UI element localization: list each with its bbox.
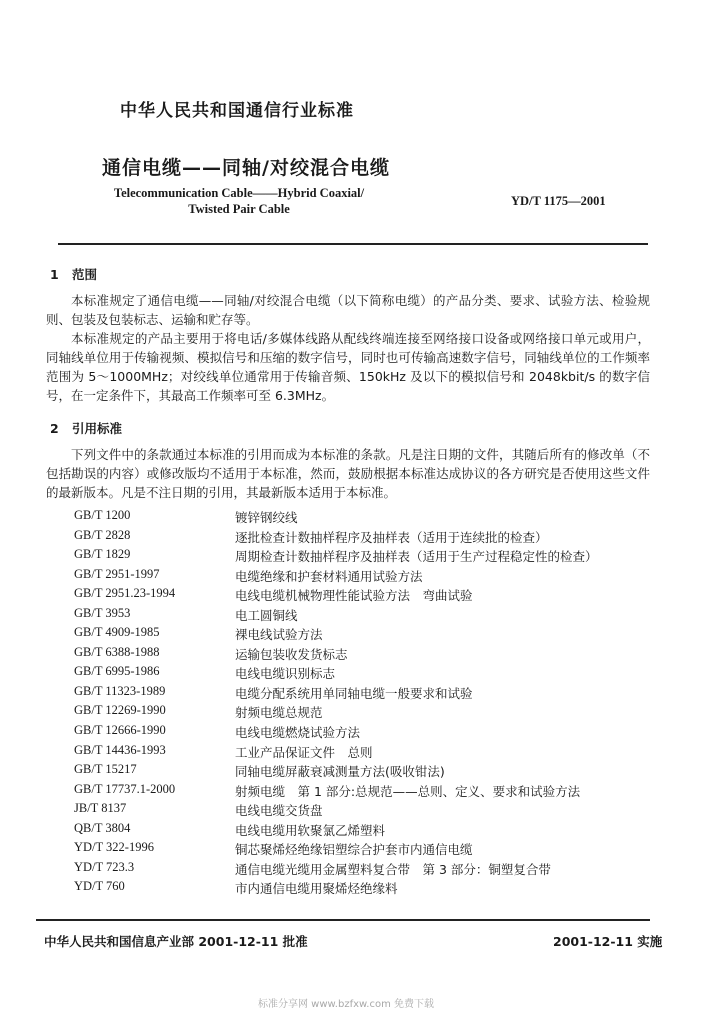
reference-item [74,801,598,821]
reference-name: 电线电缆交货盘 [235,803,323,819]
section-2-number: 2 [50,421,59,436]
reference-item [74,625,598,645]
reference-name: 电缆分配系统用单同轴电缆一般要求和试验 [235,685,473,701]
reference-name: 镀锌钢绞线 [235,510,298,525]
section-1-title: 范围 [72,267,98,282]
reference-code: YD/T 723.3 [74,859,135,874]
reference-code: GB/T 6388-1988 [74,644,160,659]
reference-code: GB/T 3953 [74,605,131,620]
reference-name: 电线电缆识别标志 [235,666,336,682]
reference-code: GB/T 11323-1989 [74,683,166,698]
watermark: 标准分享网 www.bzfxw.com 免费下载 [258,999,434,1010]
reference-item [74,645,598,665]
reference-code: GB/T 6995-1986 [74,664,160,679]
document-title-cn: 通信电缆——同轴/对绞混合电缆 [102,157,390,179]
reference-item [74,586,598,606]
reference-item [74,508,598,528]
reference-name: 铜芯聚烯烃绝缘铝塑综合护套市内通信电缆 [235,842,473,858]
reference-code: GB/T 15217 [74,762,137,777]
reference-code: GB/T 2951-1997 [74,566,160,581]
reference-name: 电线电缆机械物理性能试验方法 弯曲试验 [235,588,473,604]
reference-name: 电缆绝缘和护套材料通用试验方法 [235,568,423,584]
reference-code: GB/T 1200 [74,508,131,522]
reference-name: 电线电缆燃烧试验方法 [235,725,361,741]
reference-item [74,703,598,723]
reference-name: 周期检查计数抽样程序及抽样表（适用于生产过程稳定性的检查） [235,549,598,565]
section-2-title: 引用标准 [72,421,123,436]
reference-name: 运输包装收发货标志 [235,646,348,662]
section-2-paragraph: 下列文件中的条款通过本标准的引用而成为本标准的条款。凡是注日期的文件，其随后所有的修改单（不包括勘误的内容）或修改版均不适用于本标准，然而，鼓励根据本标准达成协议的各方研究是否使用这些文件的最新版本。凡是不注日期的引用，其最新版本适用于本标准。 [46,447,650,500]
standard-code: YD/T 1175—2001 [511,194,606,208]
reference-code: GB/T 4909-1985 [74,625,160,640]
reference-code: JB/T 8137 [74,801,127,816]
reference-item [74,547,598,567]
section-1-heading [50,265,97,283]
reference-code: GB/T 12666-1990 [74,723,166,738]
reference-code: GB/T 2951.23-1994 [74,586,176,601]
reference-name: 市内通信电缆用聚烯烃绝缘料 [235,881,398,897]
section-1-paragraph-1: 本标准规定了通信电缆——同轴/对绞混合电缆（以下简称电缆）的产品分类、要求、试验方法、检验规则、包装及包装标志、运输和贮存等。 [46,293,650,327]
implementation-date: 2001-12-11 实施 [553,934,663,949]
reference-code: GB/T 1829 [74,547,131,562]
reference-name: 射频电缆总规范 [235,705,323,721]
reference-name: 射频电缆 第 1 部分:总规范——总则、定义、要求和试验方法 [235,783,581,799]
reference-name: 电线电缆用软聚氯乙烯塑料 [235,822,386,838]
reference-item [74,606,598,626]
reference-code: YD/T 322-1996 [74,840,154,855]
reference-name: 电工圆铜线 [235,607,298,623]
reference-item [74,664,598,684]
reference-name: 同轴电缆屏蔽衰减测量方法(吸收钳法) [235,764,445,780]
reference-item [74,860,598,880]
industry-standard-heading: 中华人民共和国通信行业标准 [120,101,354,121]
header-divider [58,243,648,245]
issuer-approval: 中华人民共和国信息产业部 2001-12-11 批准 [44,934,308,949]
document-title-en: Telecommunication Cable——Hybrid Coaxial/ Twisted Pair Cable [113,186,365,216]
section-2-heading [50,419,122,437]
reference-list [74,508,598,899]
reference-name: 工业产品保证文件 总则 [235,744,373,760]
reference-name: 逐批检查计数抽样程序及抽样表（适用于连续批的检查） [235,529,548,545]
reference-code: GB/T 2828 [74,527,131,542]
reference-item [74,840,598,860]
footer-divider [36,919,650,921]
reference-code: GB/T 14436-1993 [74,742,166,757]
reference-item [74,567,598,587]
reference-name: 裸电线试验方法 [235,627,323,643]
reference-name: 通信电缆光缆用金属塑料复合带 第 3 部分：铜塑复合带 [235,861,551,877]
reference-item [74,743,598,763]
reference-item [74,782,598,802]
reference-code: QB/T 3804 [74,820,131,835]
section-1-number: 1 [50,267,59,282]
reference-code: YD/T 760 [74,879,125,894]
reference-item [74,723,598,743]
reference-item [74,684,598,704]
reference-item [74,528,598,548]
reference-code: GB/T 17737.1-2000 [74,781,176,796]
reference-code: GB/T 12269-1990 [74,703,166,718]
section-1-paragraph-2: 本标准规定的产品主要用于将电话/多媒体线路从配线终端连接至网络接口设备或网络接口单元或用户，同轴线单位用于传输视频、模拟信号和压缩的数字信号，同时也可传输高速数字信号，同轴线单位的工作频率范围为 5～1000MHz；对绞线单位通常用于传输音频、150kHz 及以下的模拟信号和 2048kbit/s 的数字信号，在一定条件下，其最高工作频率可至 6.3MHz。 [46,331,650,403]
reference-item [74,879,598,899]
reference-item [74,762,598,782]
reference-item [74,821,598,841]
